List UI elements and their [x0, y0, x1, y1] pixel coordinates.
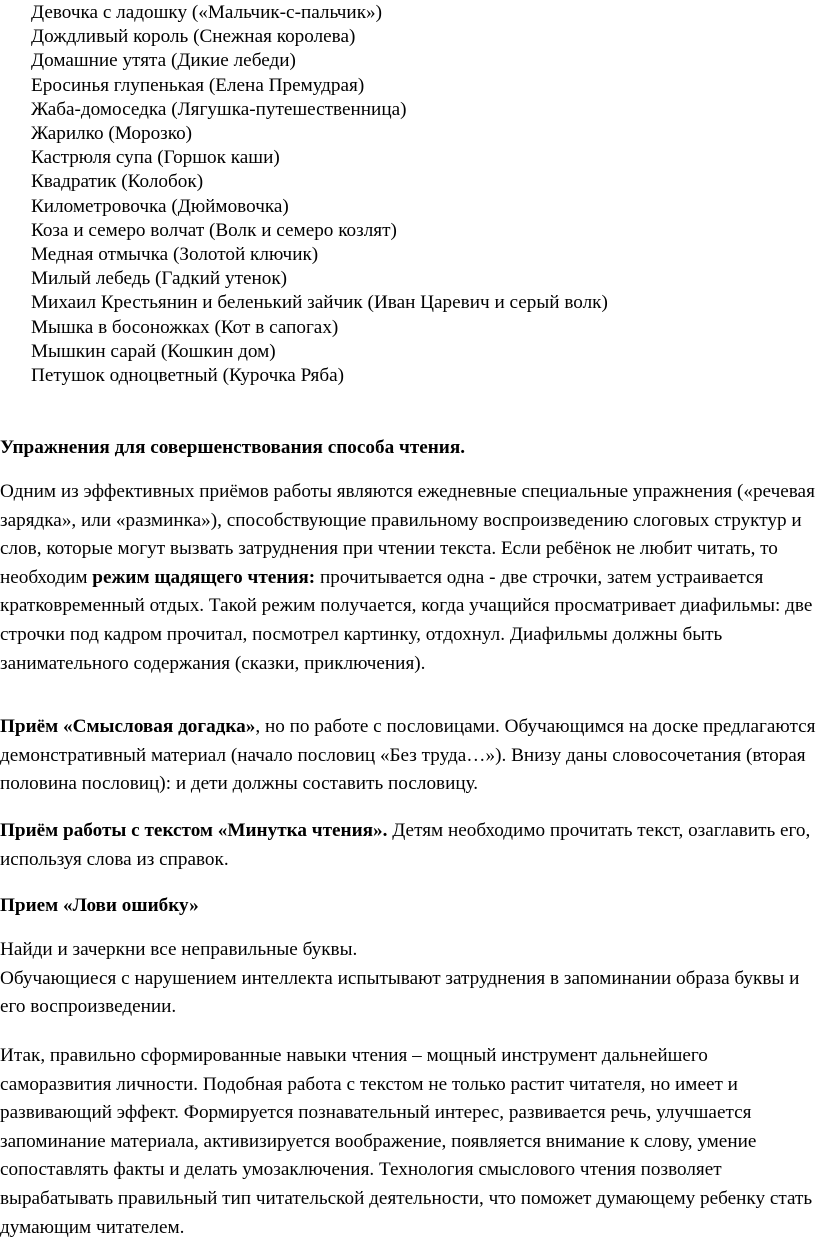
paragraph-text: Детям необходимо прочитать текст, озаглавить его, используя слова из справок.	[0, 820, 811, 870]
list-item: Девочка с ладошку («Мальчик-с-пальчик»)	[31, 2, 383, 23]
paragraph-reading-mode	[0, 478, 816, 678]
paragraph-text: Обучающиеся с нарушением интеллекта испытывают затруднения в запоминании образа буквы и его воспроизведении.	[0, 967, 800, 1018]
bold-term: Приём «Смысловая догадка»	[0, 716, 256, 737]
list-item: Коза и семеро волчат (Волк и семеро козлят)	[31, 219, 397, 241]
list-item: Мышка в босоножках (Кот в сапогах)	[31, 316, 339, 338]
bold-term: Приём работы с текстом «Минутка чтения».	[0, 820, 388, 841]
list-item: Дождливый король (Снежная королева)	[31, 26, 356, 48]
tales-list	[31, 1, 608, 388]
paragraph-reading-minute	[0, 817, 816, 874]
list-item: Медная отмычка (Золотой ключик)	[31, 244, 319, 266]
paragraph-semantic-guess	[0, 713, 816, 799]
paragraph-catch-error	[0, 936, 816, 1022]
list-item: Мышкин сарай (Кошкин дом)	[31, 340, 276, 362]
bold-term: Прием «Лови ошибку»	[0, 895, 199, 916]
list-item: Километровочка (Дюймовочка)	[31, 195, 289, 217]
list-item: Жарилко (Морозко)	[31, 123, 193, 145]
bold-term: режим щадящего чтения:	[92, 566, 316, 588]
list-item: Петушок одноцветный (Курочка Ряба)	[31, 365, 345, 387]
paragraph-text: прочитывается одна - две строчки, затем устраивается кратковременный отдых. Такой режим получается, когда учащийся просматривает диафильмы: две строчки под кадром прочитал, посмотрел картинку, отдохнул. Диафильмы должны быть занимательного содержания (сказки, приключения).	[0, 566, 813, 674]
list-item: Домашние утята (Дикие лебеди)	[31, 50, 296, 72]
list-item: Жаба-домоседка (Лягушка-путешественница)	[31, 98, 407, 120]
paragraph-text: , но по работе с пословицами. Обучающимся на доске предлагаются демонстративный материал (начало пословиц «Без труда…»). Внизу даны словосочетания (вторая половина пословиц): и дети должны составить пословицу.	[0, 716, 816, 795]
list-item: Еросинья глупенькая (Елена Премудрая)	[31, 74, 365, 96]
list-item: Михаил Крестьянин и беленький зайчик (Иван Царевич и серый волк)	[31, 292, 608, 314]
paragraph-catch-error-title	[0, 892, 816, 921]
section-heading: Упражнения для совершенствования способа чтения.	[0, 437, 466, 458]
paragraph-conclusion: Итак, правильно сформированные навыки чтения – мощный инструмент дальнейшего саморазвития личности. Подобная работа с текстом не только растит читателя, но имеет и развивающий эффект. Формируется познавательный интерес, развивается речь, улучшается запоминание материала, активизируется воображение, появляется внимание к слову, умение сопоставлять факты и делать умозаключения. Технология смыслового чтения позволяет вырабатывать правильный тип читательской деятельности, что поможет думающему ребенку стать думающим читателем.	[0, 1045, 813, 1238]
list-item: Квадратик (Колобок)	[31, 171, 204, 193]
paragraph-text: Одним из эффективных приёмов работы являются ежедневные специальные упражнения («речевая зарядка», или «разминка»), способствующие правильному воспроизведению слоговых структур и слов, которые могут вызвать затруднения при чтении текста. Если ребёнок не любит читать, то необходим	[0, 481, 815, 588]
list-item: Кастрюля супа (Горшок каши)	[31, 147, 280, 169]
paragraph-text: Найди и зачеркни все неправильные буквы.	[0, 939, 358, 960]
list-item: Милый лебедь (Гадкий утенок)	[31, 268, 288, 290]
